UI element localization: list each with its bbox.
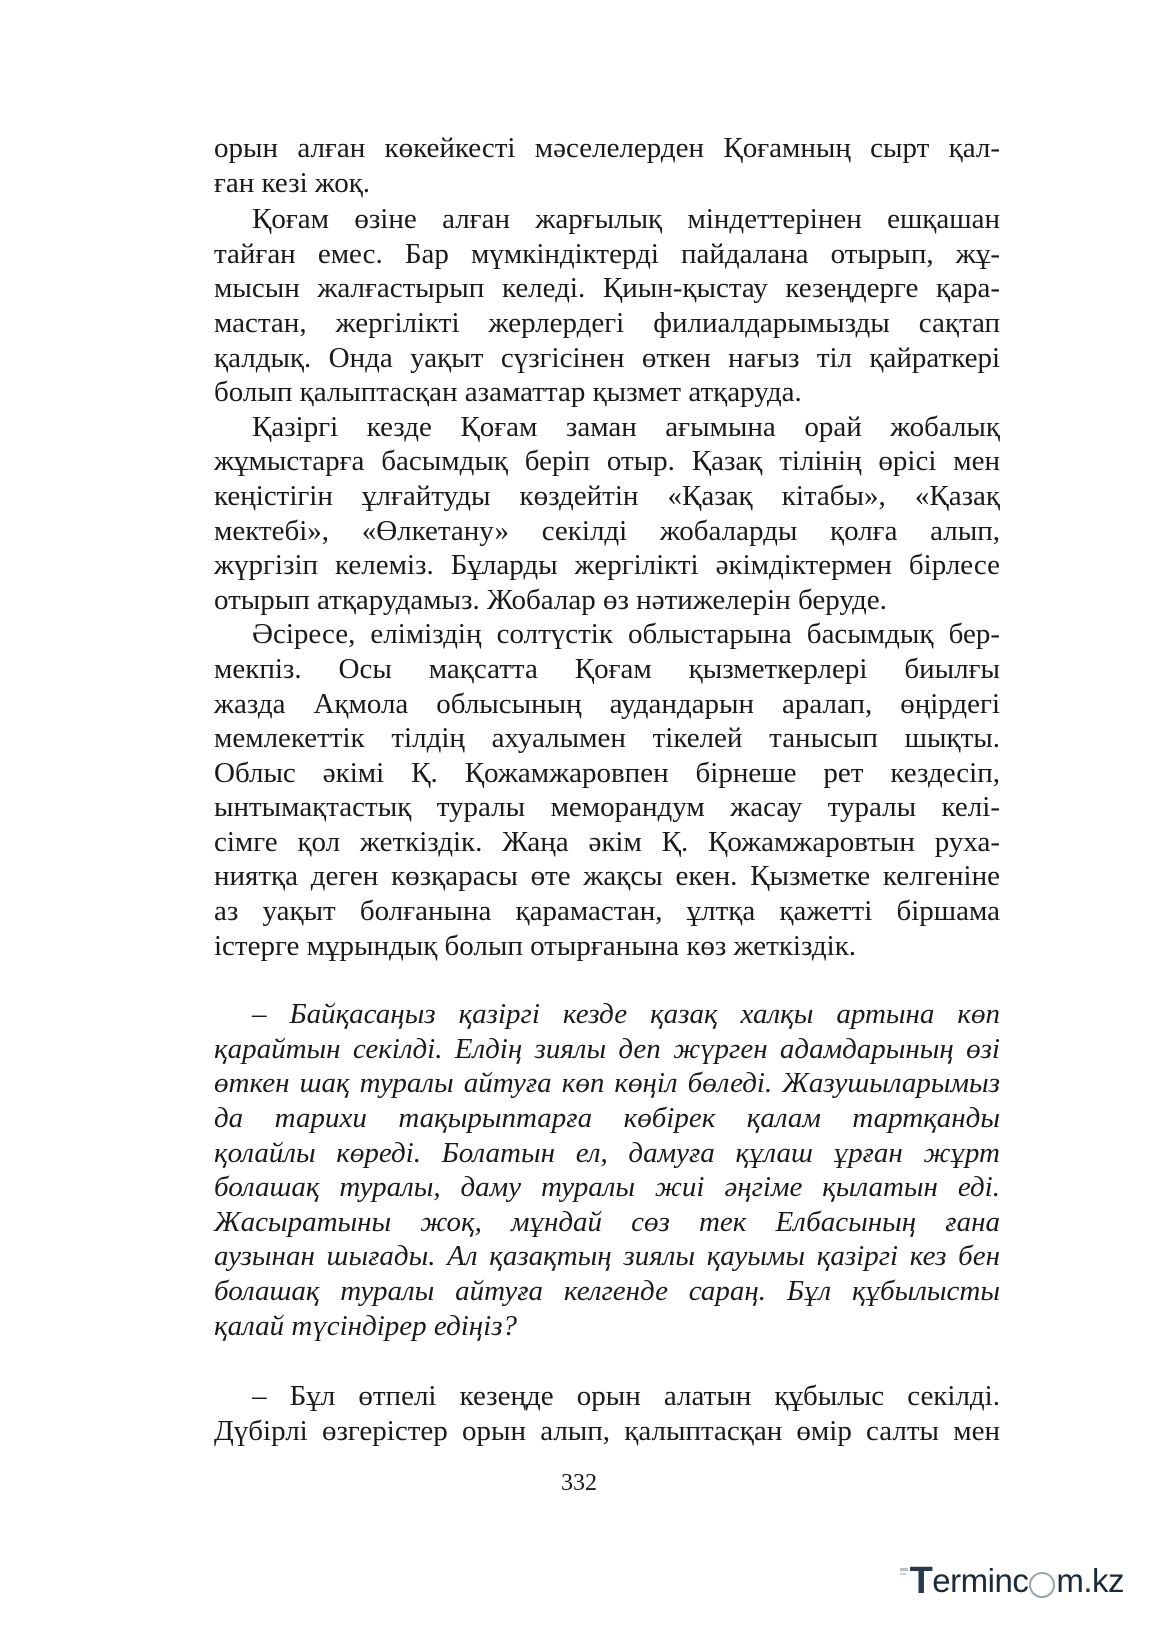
text-line: – Бұл өтпелі кезеңде орын алатын құбылыс секілді. [252,1380,1000,1413]
text-line: өткен шақ туралы айтуға көп көңіл бөледі. Жазушыларымыз [214,1067,1000,1100]
paragraph-4 [214,617,1000,963]
text-line: кеңістігін ұлғайтуды көздейтін «Қазақ кітабы», «Қазақ [214,479,1000,512]
paragraph-2 [214,202,1000,410]
text-line: аз уақыт болғанына қарамастан, ұлтқа қажетті біршама [214,895,1000,928]
termincom-watermark [910,1561,1124,1601]
text-line: орын алған көкейкесті мәселелерден Қоғамның сырт қал- [214,132,1000,164]
text-line: – Байқасаңыз қазіргі кезде қазақ халқы артына көп [252,998,1000,1031]
interview-answer [214,1379,1000,1448]
text-line: Дүбірлі өзгерістер орын алып, қалыптасқан өмір салты мен [214,1414,1000,1447]
text-line: отырып атқарудамыз. Жобалар өз нәтижелерін беруде. [214,583,887,616]
text-line: аузынан шығады. Ал қазақтың зиялы қауымы қазіргі кез бен [214,1240,1000,1273]
termincom-logo-icon [910,1560,933,1603]
text-line: Қоғам өзіне алған жарғылық міндеттерінен ешқашан [252,203,1000,236]
text-line: Әсіресе, еліміздің солтүстік облыстарына басымдық бер- [252,618,1000,651]
text-line: жүргізіп келеміз. Бұларды жергілікті әкімдіктермен бірлесе [214,549,1000,582]
text-line: болашақ туралы, даму туралы жиі әңгіме қылатын еді. [214,1171,1000,1204]
text-line: мысын жалғастырып келеді. Қиын-қыстау кезеңдерге қара- [214,272,1000,305]
text-line: тайған емес. Бар мүмкіндіктерді пайдалана отырып, жұ- [214,237,1000,270]
text-line: да тарихи тақырыптарға көбірек қалам тартқанды [214,1102,1000,1135]
text-line: қолайлы көреді. Болатын ел, дамуға құлаш ұрған жұрт [214,1136,1000,1169]
paragraph-3 [214,410,1000,618]
text-line: Жасыратыны жоқ, мұндай сөз тек Елбасының ғана [214,1205,1000,1238]
text-line: мастан, жергілікті жерлердегі филиалдарымызды сақтап [214,306,1000,339]
section-gap [214,1343,1000,1379]
text-line: мекпіз. Осы мақсатта Қоғам қызметкерлері биылғы [214,652,1000,685]
text-line: жазда Ақмола облысының аудандарын аралап, өңірдегі [214,687,1000,720]
text-line: Қазіргі кезде Қоғам заман ағымына орай жобалық [252,410,1000,443]
text-line: істерге мұрындық болып отырғанына көз жеткіздік. [214,929,857,962]
text-line: қарайтын секілді. Елдің зиялы деп жүрген адамдарының өзі [214,1032,1000,1065]
text-line: қалдық. Онда уақыт сүзгісінен өткен нағыз тіл қайраткері [214,341,1000,374]
page-content [214,131,1000,1448]
watermark-text-start: erminc [932,1562,1029,1599]
text-line: сімге қол жеткіздік. Жаңа әкім Қ. Қожамжаровтын руха- [214,825,1000,858]
text-line: болашақ туралы айтуға келгенде сараң. Бұл құбылысты [214,1275,1000,1307]
interview-question [214,997,1000,1343]
text-line: Облыс әкімі Қ. Қожамжаровпен бірнеше рет кездесіп, [214,756,1000,789]
text-line: болып қалыптасқан азаматтар қызмет атқаруда. [214,376,802,409]
watermark-letter: T [909,1559,933,1602]
text-line: ынтымақтастық туралы меморандум жасау туралы келі- [214,791,1000,824]
text-line: ниятқа деген көзқарасы өте жақсы екен. Қызметке келгеніне [214,860,1000,893]
text-line: мемлекеттік тілдің ахуалымен тікелей танысып шықты. [214,722,1000,755]
text-line: ған кезі жоқ. [214,166,371,199]
text-line: жұмыстарға басымдық беріп отыр. Қазақ тілінің өрісі мен [214,445,1000,478]
paragraph-1 [214,131,1000,200]
watermark-text-end: m.kz [1056,1562,1124,1599]
text-line: мектебі», «Өлкетану» секілді жобаларды қолға алып, [214,514,1000,547]
watermark-o-circle-icon [1029,1572,1055,1598]
text-line: қалай түсіндірер едіңіз? [214,1309,518,1342]
section-gap [214,963,1000,997]
page-number: 332 [561,1470,597,1496]
